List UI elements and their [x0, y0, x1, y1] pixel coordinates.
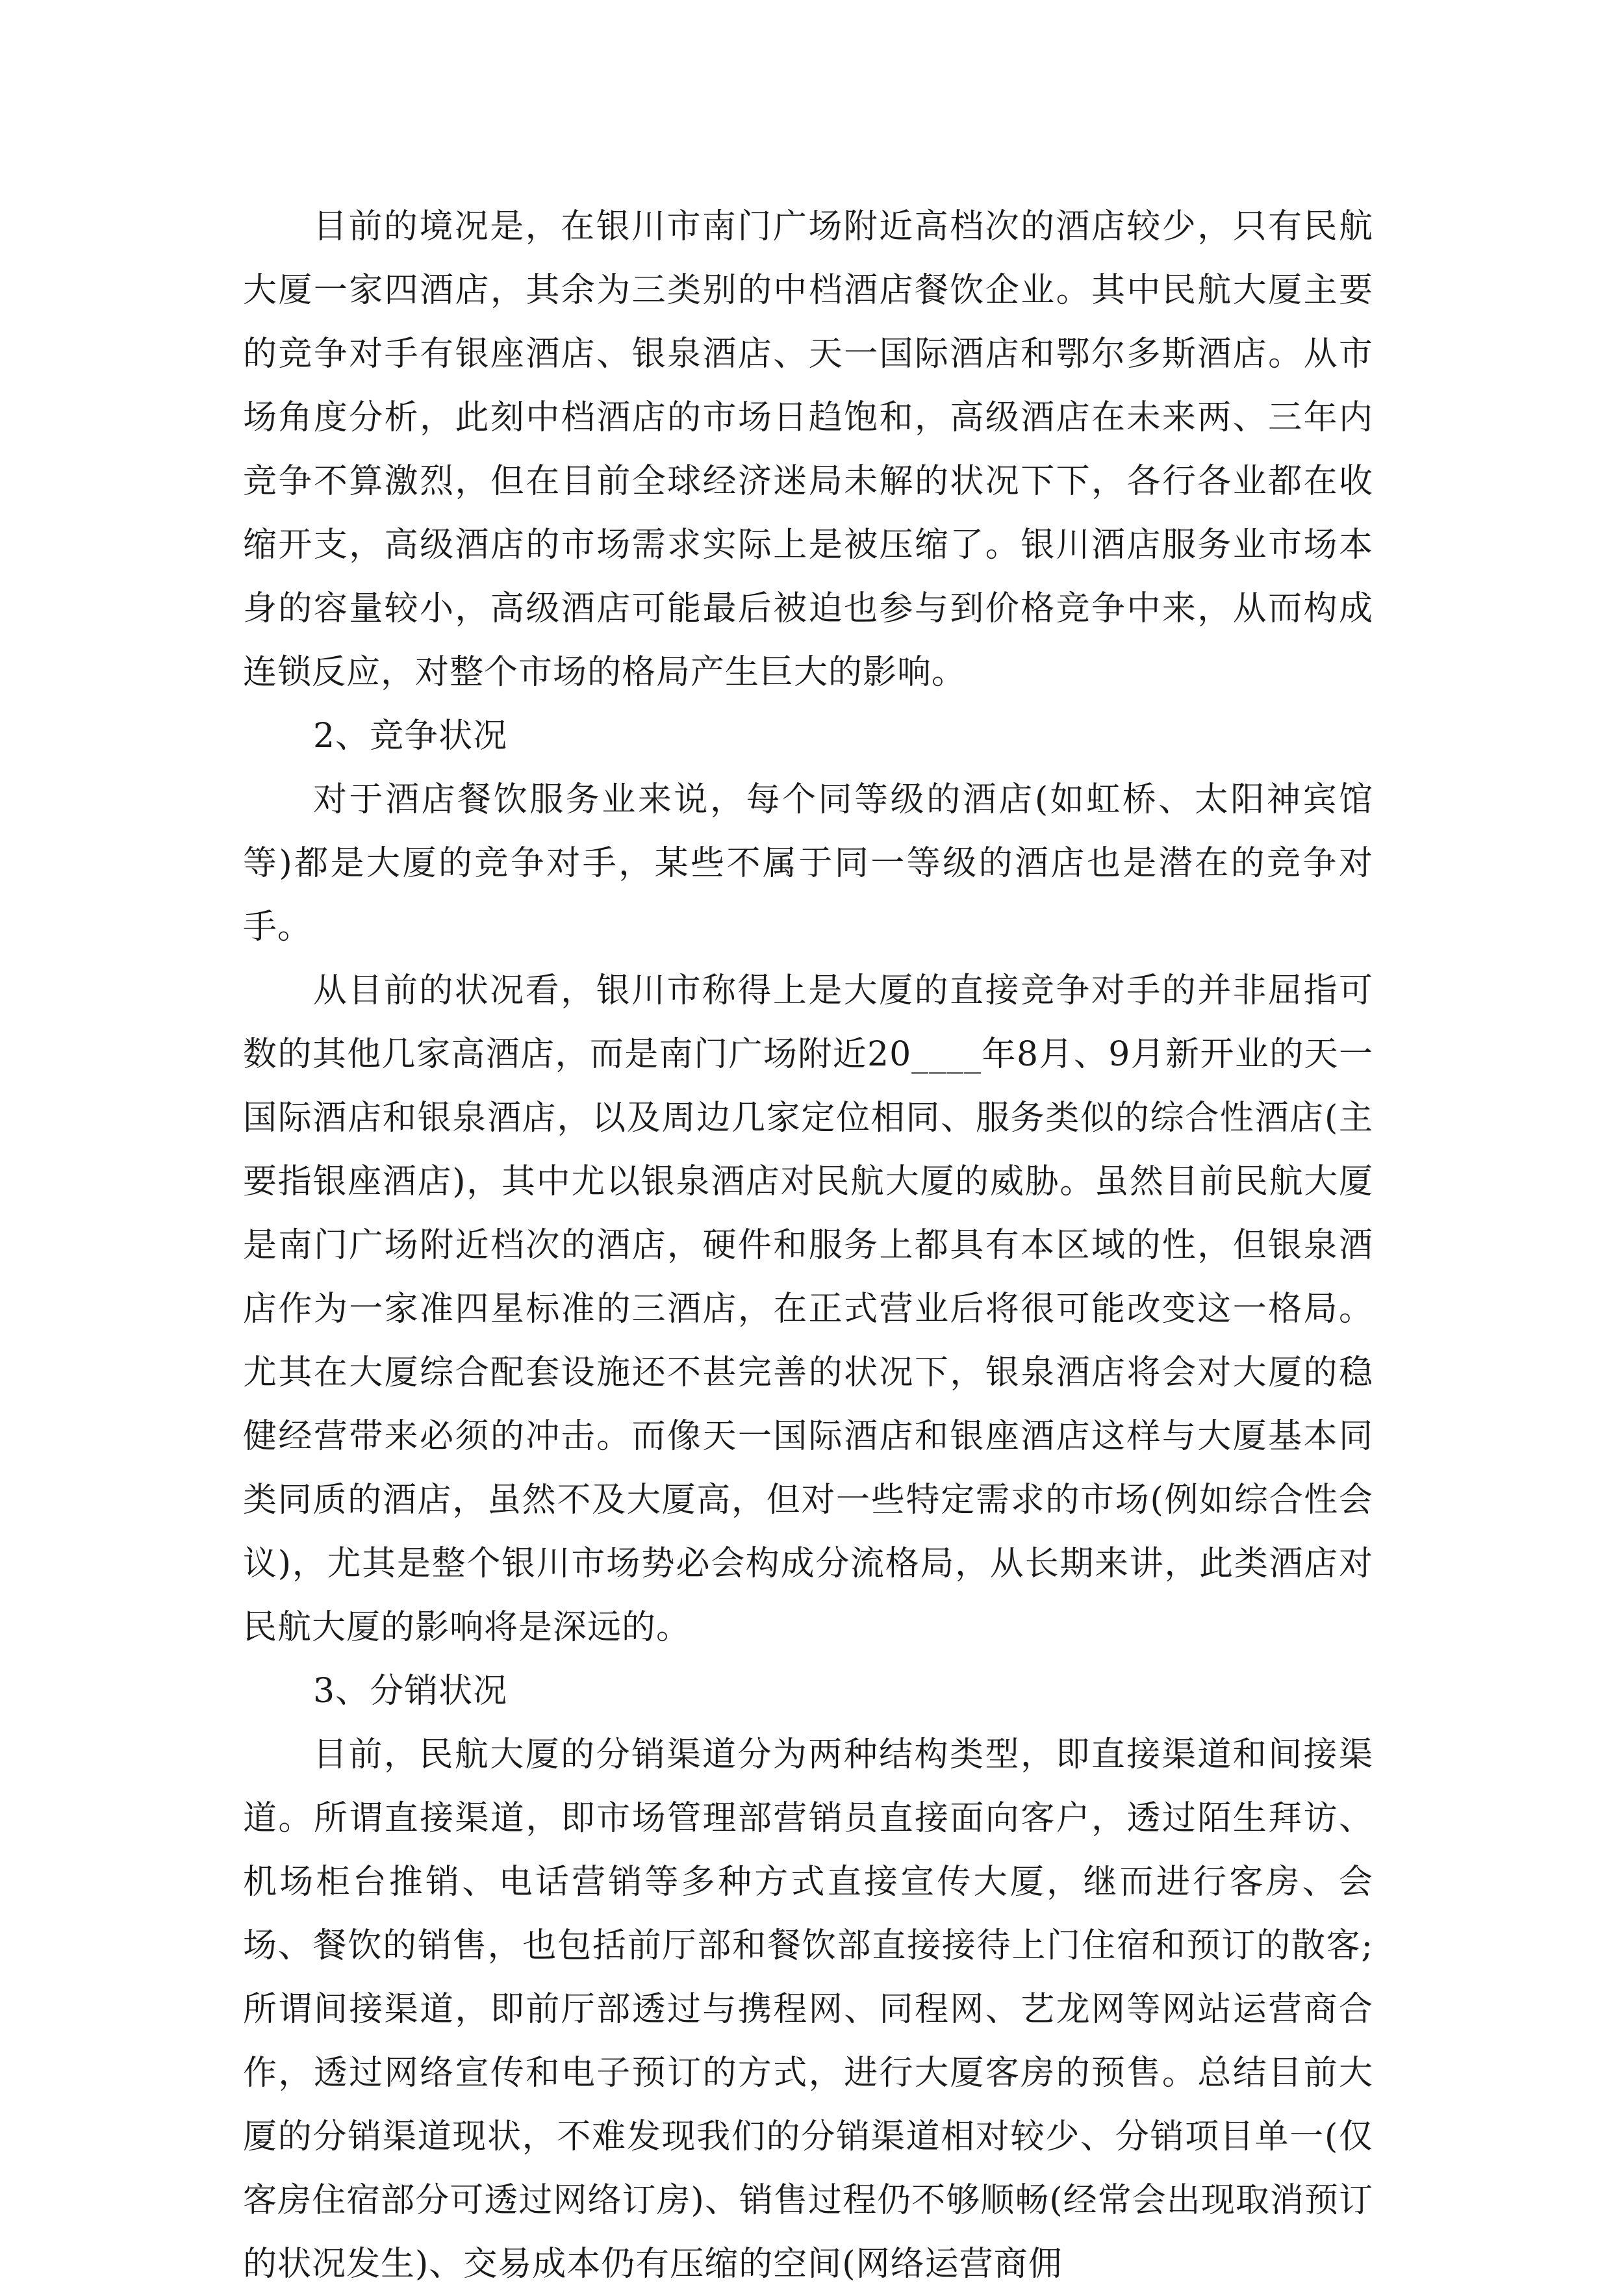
paragraph-direct-competitors: 从目前的状况看，银川市称得上是大厦的直接竞争对手的并非屈指可数的其他几家高酒店，而是南门广场附近20____年8月、9月新开业的天一国际酒店和银泉酒店，以及周边几家定位相同、服务类似的综合性酒店(主要指银座酒店)，其中尤以银泉酒店对民航大厦的威胁。虽然目前民航大厦是南门广场附近档次的酒店，硬件和服务上都具有本区域的性，但银泉酒店作为一家准四星标准的三酒店，在正式营业后将很可能改变这一格局。尤其在大厦综合配套设施还不甚完善的状况下，银泉酒店将会对大厦的稳健经营带来必须的冲击。而像天一国际酒店和银座酒店这样与大厦基本同类同质的酒店，虽然不及大厦高，但对一些特定需求的市场(例如综合性会议)，尤其是整个银川市场势必会构成分流格局，从长期来讲，此类酒店对民航大厦的影响将是深远的。 [243, 971, 1373, 1647]
paragraph-market-situation: 目前的境况是，在银川市南门广场附近高档次的酒店较少，只有民航大厦一家四酒店，其余为三类别的中档酒店餐饮企业。其中民航大厦主要的竞争对手有银座酒店、银泉酒店、天一国际酒店和鄂尔多斯酒店。从市场角度分析，此刻中档酒店的市场日趋饱和，高级酒店在未来两、三年内竞争不算激烈，但在目前全球经济迷局未解的状况下下，各行各业都在收缩开支，高级酒店的市场需求实际上是被压缩了。银川酒店服务业市场本身的容量较小，高级酒店可能最后被迫也参与到价格竞争中来，从而构成连锁反应，对整个市场的格局产生巨大的影响。 [243, 207, 1373, 692]
paragraph-distribution-channels: 目前，民航大厦的分销渠道分为两种结构类型，即直接渠道和间接渠道。所谓直接渠道，即市场管理部营销员直接面向客户，透过陌生拜访、机场柜台推销、电话营销等多种方式直接宣传大厦，继而进行客房、会场、餐饮的销售，也包括前厅部和餐饮部直接接待上门住宿和预订的散客;所谓间接渠道，即前厅部透过与携程网、同程网、艺龙网等网站运营商合作，透过网络宣传和电子预订的方式，进行大厦客房的预售。总结目前大厦的分销渠道现状，不难发现我们的分销渠道相对较少、分销项目单一(仅客房住宿部分可透过网络订房)、销售过程仍不够顺畅(经常会出现取消预订的状况发生)、交易成本仍有压缩的空间(网络运营商佣 [243, 1735, 1373, 2284]
section-heading-distribution: 3、分销状况 [313, 1672, 508, 1711]
document-body [243, 195, 1373, 2296]
paragraph-competitors-general: 对于酒店餐饮服务业来说，每个同等级的酒店(如虹桥、太阳神宾馆等)都是大厦的竞争对手，某些不属于同一等级的酒店也是潜在的竞争对手。 [243, 780, 1373, 947]
section-heading-competition: 2、竞争状况 [313, 717, 508, 756]
